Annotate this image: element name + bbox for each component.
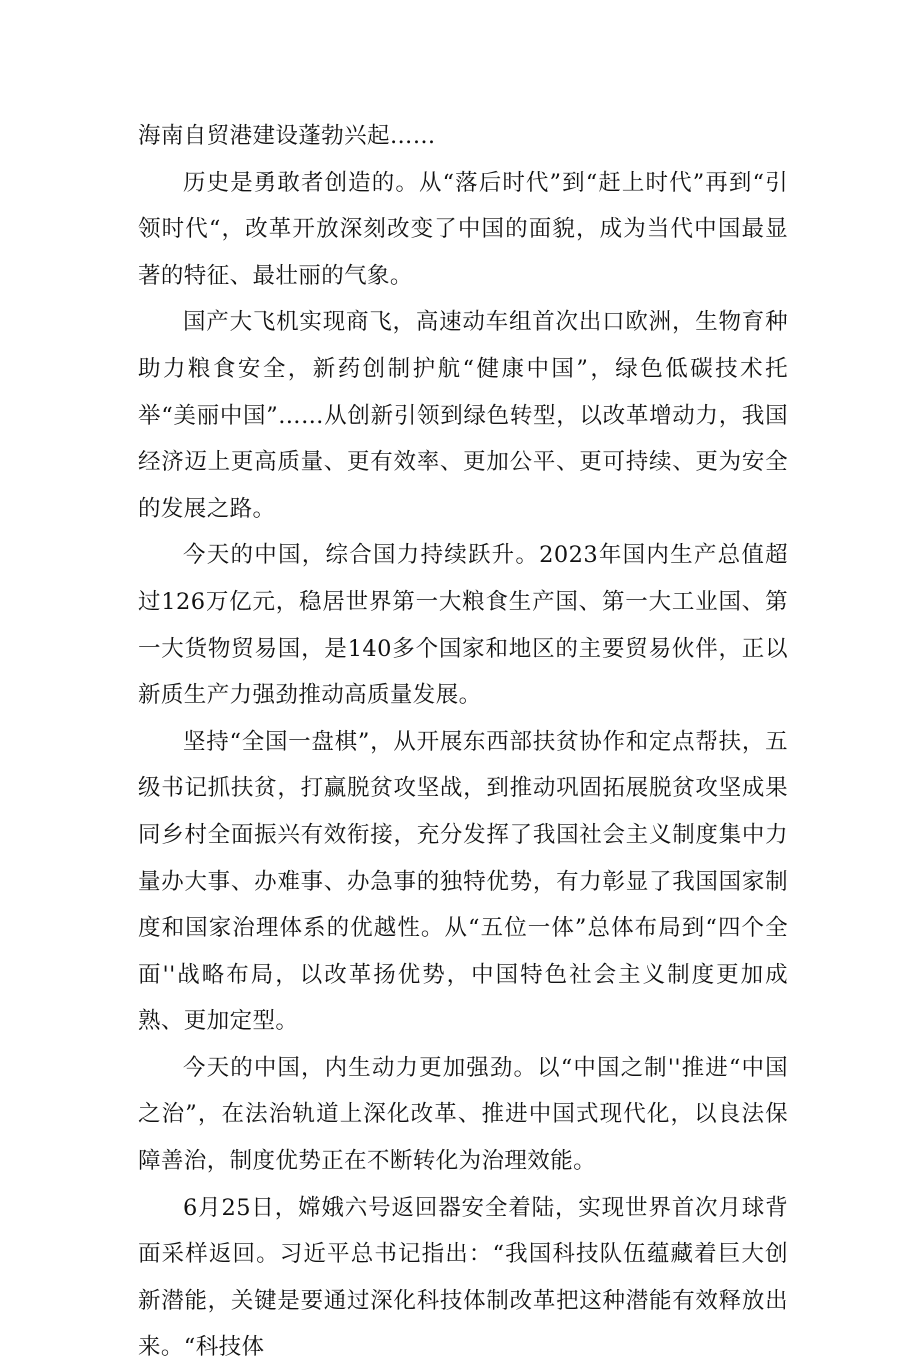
document-body xyxy=(138,113,788,1371)
paragraph-governance: 今天的中国，内生动力更加强劲。以“中国之制''推进“中国之治”，在法治轨道上深化改革、推进中国式现代化，以良法保障善治，制度优势正在不断转化为治理效能。 xyxy=(138,1054,788,1175)
paragraph-innovation: 国产大飞机实现商飞，高速动车组首次出口欧洲，生物育种助力粮食安全，新药创制护航“健康中国”，绿色低碳技术托举“美丽中国”……从创新引领到绿色转型，以改革增动力，我国经济迈上更高质量、更有效率、更加公平、更可持续、更为安全的发展之路。 xyxy=(138,309,788,522)
paragraph-change6: 6月25日，嫦娥六号返回器安全着陆，实现世界首次月球背面采样返回。习近平总书记指出：“我国科技队伍蕴藏着巨大创新潜能，关键是要通过深化科技体制改革把这种潜能有效释放出来。“科技体 xyxy=(138,1194,788,1361)
paragraph-history-courage: 历史是勇敢者创造的。从“落后时代”到“赶上时代”再到“引领时代“，改革开放深刻改变了中国的面貌，成为当代中国最显著的特征、最壮丽的气象。 xyxy=(138,169,788,289)
paragraph-national-strength: 今天的中国，综合国力持续跃升。2023年国内生产总值超过126万亿元，稳居世界第一大粮食生产国、第一大工业国、第一大货物贸易国，是140多个国家和地区的主要贸易伙伴，正以新质生产力强劲推动高质量发展。 xyxy=(138,542,788,709)
paragraph-hainan-ftp: 海南自贸港建设蓬勃兴起…… xyxy=(138,123,436,149)
paragraph-poverty-alleviation: 坚持“全国一盘棋”，从开展东西部扶贫协作和定点帮扶，五级书记抓扶贫，打赢脱贫攻坚战，到推动巩固拓展脱贫攻坚成果同乡村全面振兴有效衔接，充分发挥了我国社会主义制度集中力量办大事、办难事、办急事的独特优势，有力彰显了我国国家制度和国家治理体系的优越性。从“五位一体”总体布局到“四个全面''战略布局，以改革扬优势，中国特色社会主义制度更加成熟、更加定型。 xyxy=(138,728,788,1035)
